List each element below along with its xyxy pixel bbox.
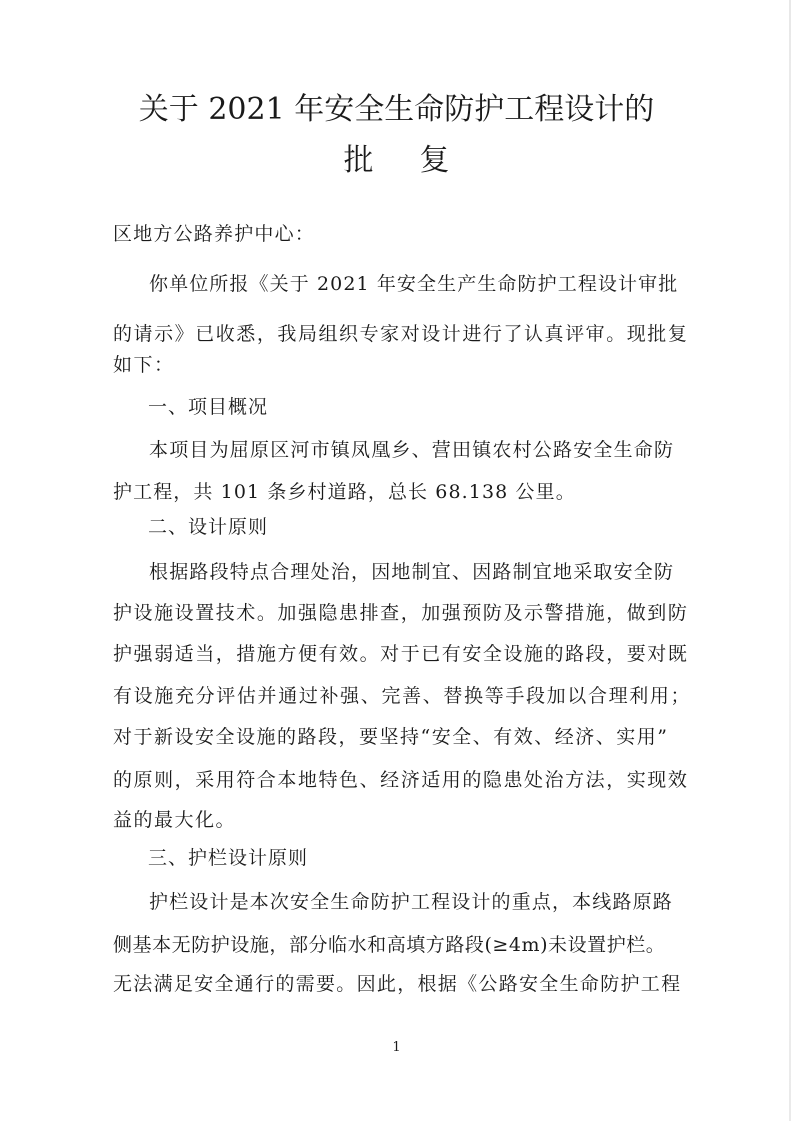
section2-line-6: 的原则，采用符合本地特色、经济适用的隐患处治方法，实现效 — [113, 769, 689, 791]
section2-line-2: 护设施设置技术。加强隐患排查，加强预防及示警措施，做到防 — [113, 602, 689, 624]
section1-line-2: 护工程，共 101 条乡村道路，总长 68.138 公里。 — [113, 481, 576, 503]
intro-line-3: 如下： — [113, 354, 175, 376]
scan-edge-shadow — [789, 0, 791, 1121]
section3-line-2: 侧基本无防护设施，部分临水和高填方路段(≥4m)未设置护栏。 — [113, 934, 666, 956]
salutation: 区地方公路养护中心： — [113, 223, 316, 245]
section2-line-3: 护强弱适当，措施方便有效。对于已有安全设施的路段，要对既 — [113, 643, 689, 665]
document-title-line1: 关于 2021 年安全生命防护工程设计的 — [138, 92, 655, 127]
section2-line-7: 益的最大化。 — [113, 809, 237, 831]
section3-line-1: 护栏设计是本次安全生命防护工程设计的重点，本线路原路 — [149, 891, 673, 913]
section2-line-4: 有设施充分评估并通过补强、完善、替换等手段加以合理利用； — [113, 685, 692, 707]
section1-heading: 一、项目概况 — [148, 396, 269, 418]
section3-line-3: 无法满足安全通行的需要。因此，根据《公路安全生命防护工程 — [113, 973, 682, 995]
section2-line-1: 根据路段特点合理处治，因地制宜、因路制宜地采取安全防 — [149, 561, 675, 583]
page-number: 1 — [392, 1040, 401, 1055]
section1-line-1: 本项目为屈原区河市镇凤凰乡、营田镇农村公路安全生命防 — [149, 439, 675, 461]
document-title-line2: 批复 — [343, 143, 496, 178]
intro-line-2: 的请示》已收悉，我局组织专家对设计进行了认真评审。现批复 — [113, 323, 689, 345]
section2-line-5: 对于新设安全设施的路段，要坚持“安全、有效、经济、实用” — [113, 726, 669, 748]
intro-line-1: 你单位所报《关于 2021 年安全生产生命防护工程设计审批 — [149, 273, 679, 295]
section3-heading: 三、护栏设计原则 — [148, 847, 309, 869]
section2-heading: 二、设计原则 — [148, 516, 269, 538]
